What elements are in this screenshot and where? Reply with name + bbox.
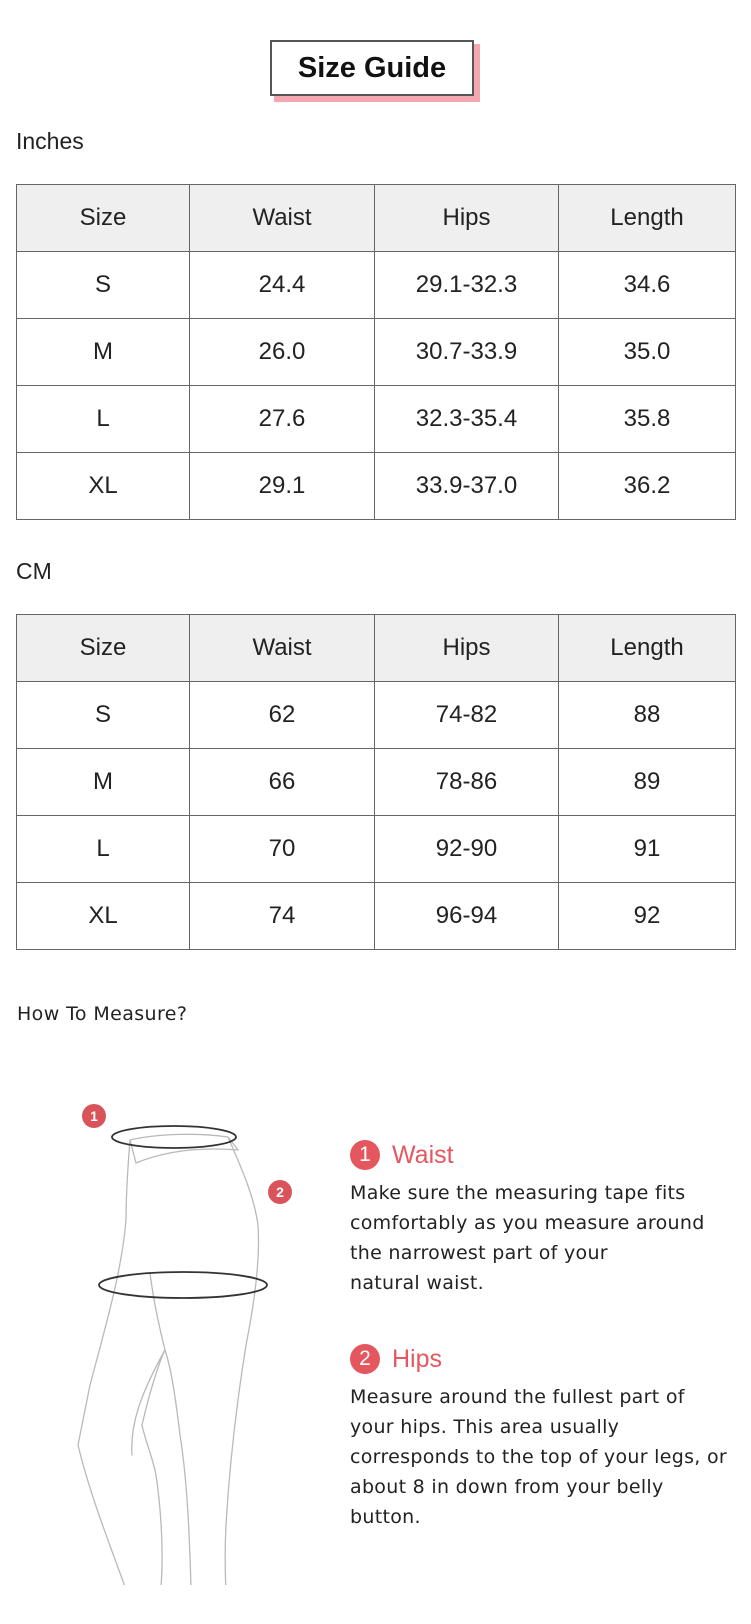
- header-hips: Hips: [375, 615, 559, 682]
- cell-size: M: [17, 319, 190, 386]
- cm-label: CM: [16, 558, 52, 584]
- header-hips: Hips: [375, 185, 559, 252]
- measure-item-title: Hips: [392, 1344, 443, 1373]
- description-line: about 8 in down from your belly: [350, 1476, 664, 1498]
- description-line: corresponds to the top of your legs, or: [350, 1446, 728, 1468]
- cell-waist: 70: [190, 816, 375, 883]
- header-size: Size: [17, 185, 190, 252]
- table-row: [17, 252, 736, 319]
- measure-item-waist: [350, 1138, 740, 1298]
- table-row: [17, 883, 736, 950]
- cell-waist: 24.4: [190, 252, 375, 319]
- cell-hips: 29.1-32.3: [375, 252, 559, 319]
- number-badge: 1: [350, 1140, 380, 1170]
- inches-label: Inches: [16, 128, 84, 154]
- cell-hips: 78-86: [375, 749, 559, 816]
- measure-item-hips: [350, 1342, 740, 1532]
- cell-waist: 26.0: [190, 319, 375, 386]
- description-line: button.: [350, 1506, 421, 1528]
- measure-item-header: [350, 1138, 740, 1172]
- description-line: Measure around the fullest part of: [350, 1386, 685, 1408]
- measure-item-description: [350, 1382, 740, 1532]
- cell-hips: 30.7-33.9: [375, 319, 559, 386]
- header-length: Length: [559, 615, 736, 682]
- header-waist: Waist: [190, 615, 375, 682]
- cell-size: S: [17, 682, 190, 749]
- description-line: the narrowest part of your: [350, 1242, 608, 1264]
- table-row: [17, 319, 736, 386]
- description-line: your hips. This area usually: [350, 1416, 620, 1438]
- inches-table: [16, 184, 736, 520]
- cell-waist: 62: [190, 682, 375, 749]
- cell-size: L: [17, 816, 190, 883]
- description-line: natural waist.: [350, 1272, 484, 1294]
- number-badge: 2: [350, 1344, 380, 1374]
- cell-size: S: [17, 252, 190, 319]
- table-header-row: [17, 185, 736, 252]
- header-length: Length: [559, 185, 736, 252]
- cell-size: M: [17, 749, 190, 816]
- table-row: [17, 749, 736, 816]
- cell-waist: 66: [190, 749, 375, 816]
- cell-length: 88: [559, 682, 736, 749]
- cell-hips: 92-90: [375, 816, 559, 883]
- cell-size: L: [17, 386, 190, 453]
- cell-size: XL: [17, 453, 190, 520]
- figure-badge-hips: 2: [268, 1180, 292, 1204]
- cell-length: 35.0: [559, 319, 736, 386]
- table-row: [17, 386, 736, 453]
- cell-waist: 29.1: [190, 453, 375, 520]
- cell-hips: 32.3-35.4: [375, 386, 559, 453]
- table-row: [17, 682, 736, 749]
- cell-length: 91: [559, 816, 736, 883]
- table-header-row: [17, 615, 736, 682]
- cell-waist: 74: [190, 883, 375, 950]
- cell-hips: 33.9-37.0: [375, 453, 559, 520]
- size-guide-title: [270, 40, 478, 100]
- cell-size: XL: [17, 883, 190, 950]
- description-line: Make sure the measuring tape fits: [350, 1182, 686, 1204]
- cell-waist: 27.6: [190, 386, 375, 453]
- cell-length: 35.8: [559, 386, 736, 453]
- cell-hips: 96-94: [375, 883, 559, 950]
- waist-tape: [112, 1126, 236, 1148]
- cell-length: 92: [559, 883, 736, 950]
- page-title: Size Guide: [270, 40, 474, 96]
- figure-badge-waist: 1: [82, 1104, 106, 1128]
- cell-length: 36.2: [559, 453, 736, 520]
- cell-length: 89: [559, 749, 736, 816]
- leggings-illustration: [70, 1095, 310, 1585]
- how-to-measure-heading: How To Measure?: [17, 1003, 188, 1025]
- description-line: comfortably as you measure around: [350, 1212, 705, 1234]
- cell-hips: 74-82: [375, 682, 559, 749]
- measure-item-header: [350, 1342, 740, 1376]
- header-waist: Waist: [190, 185, 375, 252]
- measure-item-description: [350, 1178, 740, 1298]
- header-size: Size: [17, 615, 190, 682]
- cm-table: [16, 614, 736, 950]
- hip-tape: [99, 1272, 267, 1298]
- cell-length: 34.6: [559, 252, 736, 319]
- table-row: [17, 453, 736, 520]
- table-row: [17, 816, 736, 883]
- measure-item-title: Waist: [392, 1140, 454, 1169]
